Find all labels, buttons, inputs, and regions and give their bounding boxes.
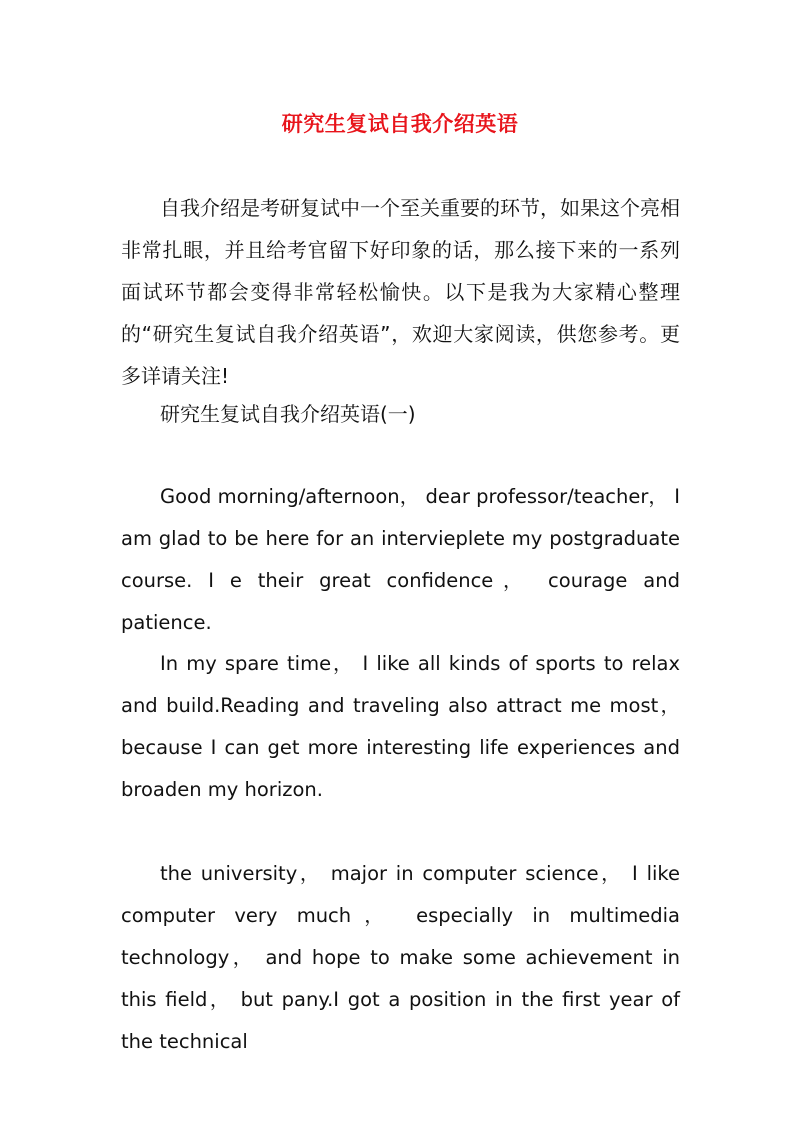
body-paragraph: the university， major in computer science， I like computer very much， especially in multimedia technology， and hope to make some achievement in this field， but pany.I got a position in the first year of the technical [121, 862, 680, 1053]
body-paragraph: Good morning/afternoon， dear professor/teacher， I am glad to be here for an intervieplete my postgraduate course. I e their great confidence， courage and patience. [121, 485, 680, 634]
section-heading: 研究生复试自我介绍英语(一) [160, 402, 416, 426]
intro-paragraph: 自我介绍是考研复试中一个至关重要的环节，如果这个亮相非常扎眼，并且给考官留下好印象的话，那么接下来的一系列面试环节都会变得非常轻松愉快。以下是我为大家精心整理的“研究生复试自我介绍英语”，欢迎大家阅读，供您参考。更多详请关注! [121, 196, 680, 388]
body-paragraph: In my spare time， I like all kinds of sports to relax and build.Reading and traveling also attract me most， because I can get more interesting life experiences and broaden my horizon. [121, 652, 680, 801]
document-title: 研究生复试自我介绍英语 [281, 112, 519, 136]
